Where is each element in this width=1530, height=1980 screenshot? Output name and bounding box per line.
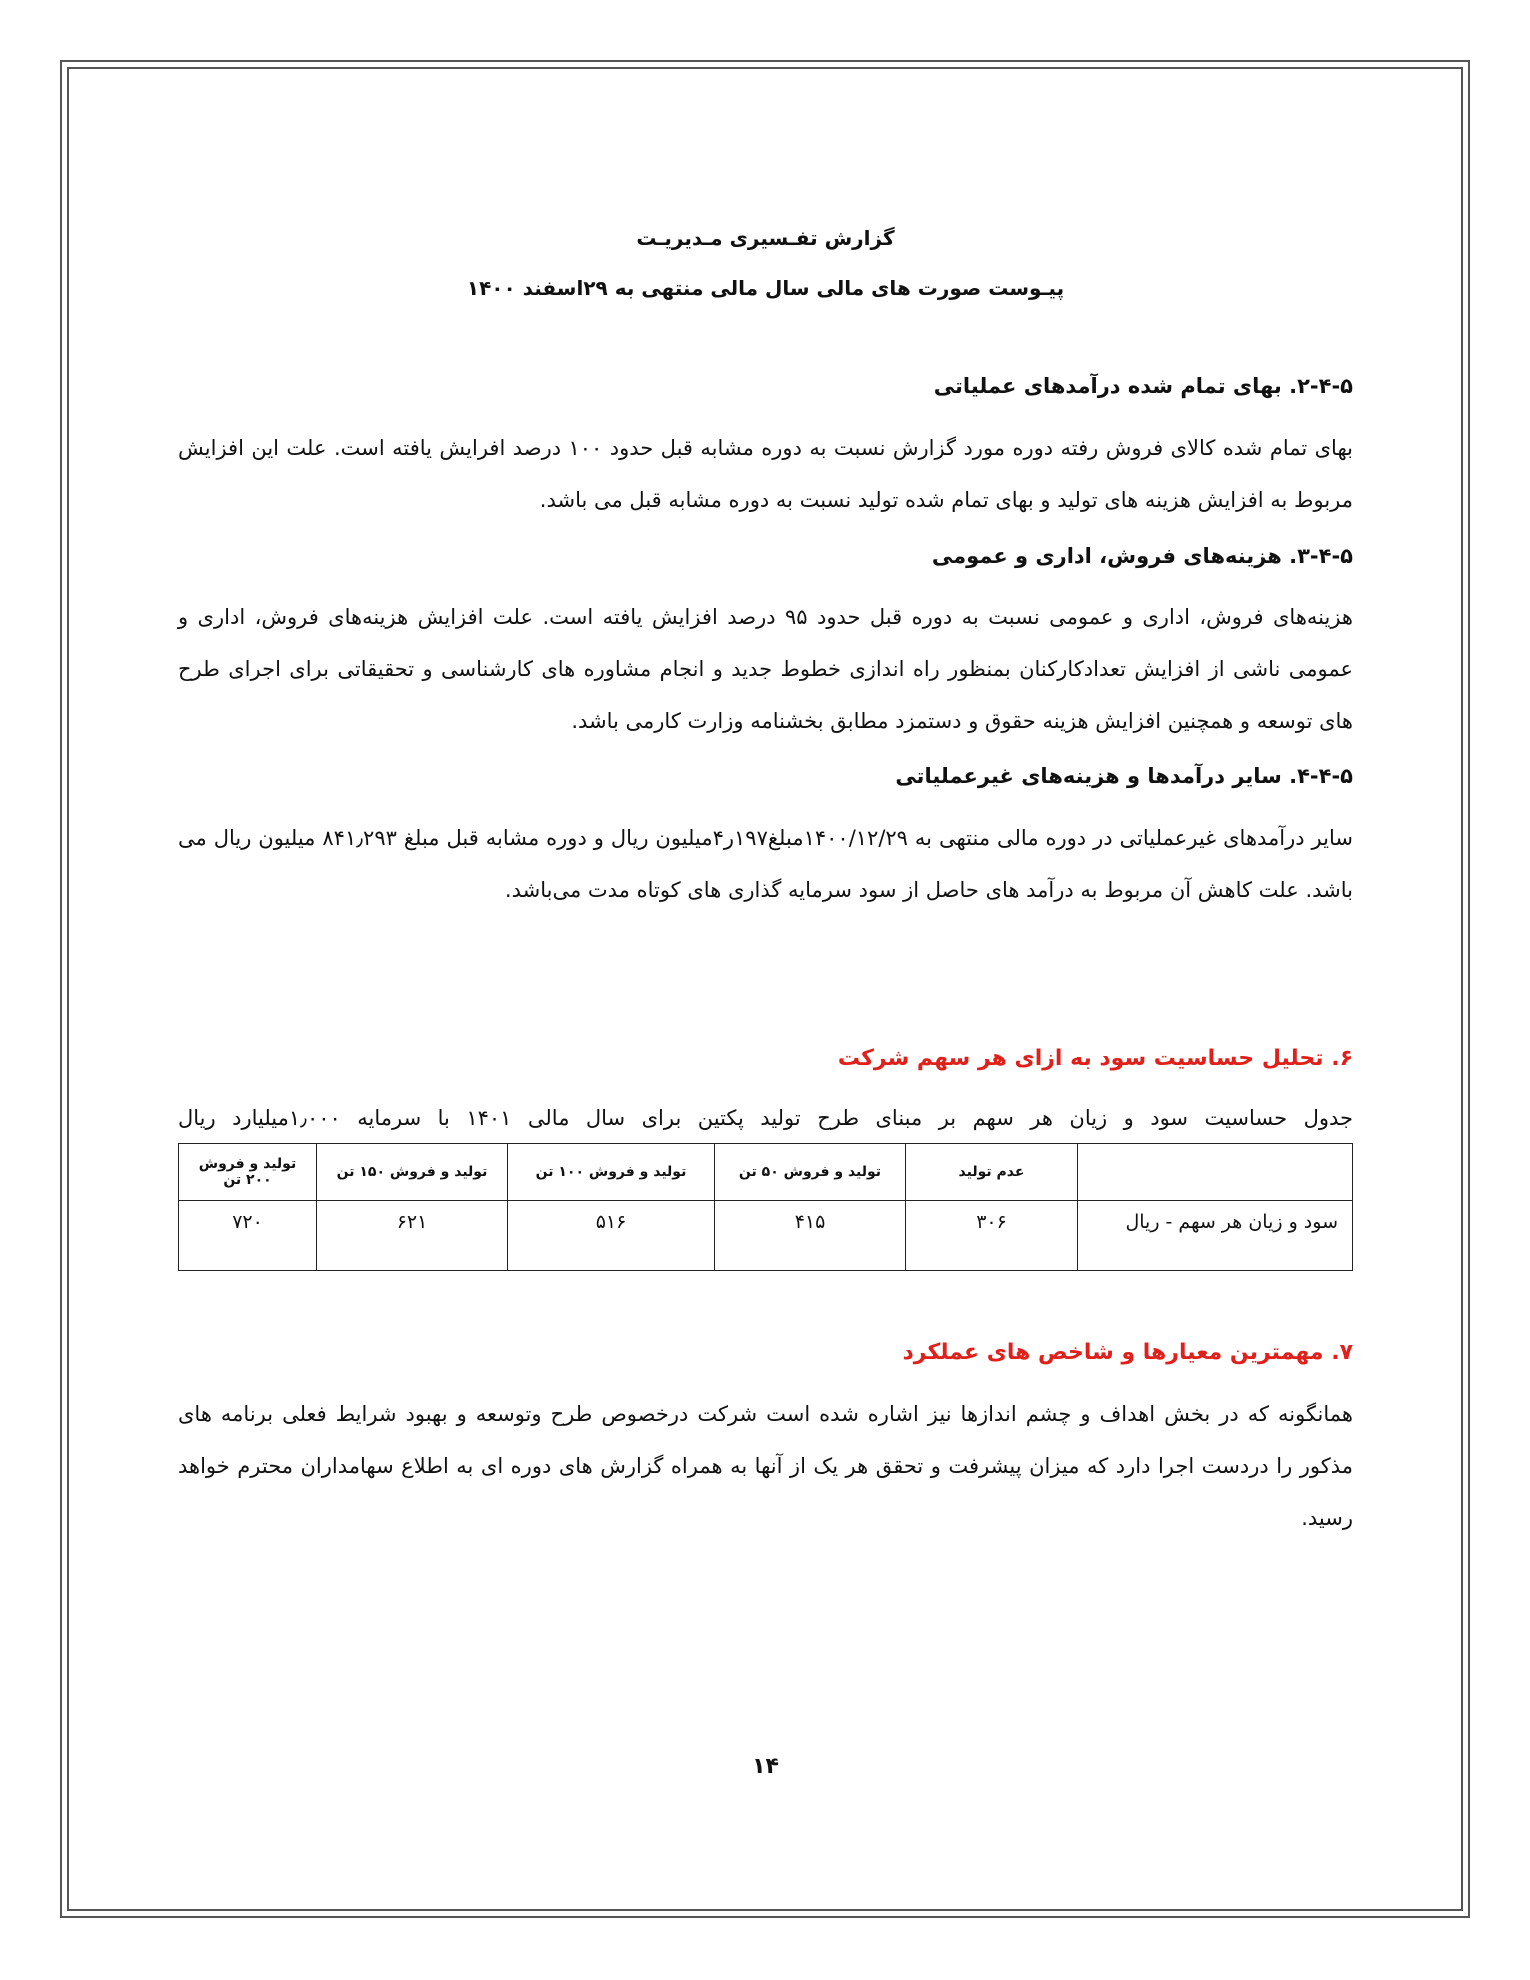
table-header-cell: تولید و فروش ۵۰ تن (715, 1144, 906, 1201)
table-header-cell: تولید و فروش ۲۰۰ تن (179, 1144, 317, 1201)
table-cell: ۴۱۵ (715, 1201, 906, 1271)
table-header-row (179, 1144, 1353, 1201)
table-cell: ۷۲۰ (179, 1201, 317, 1271)
section-other-income-heading: ۴-۴-۵. سایر درآمدها و هزینه‌های غیرعملیاتی (895, 764, 1353, 788)
report-title: گزارش تفـسیری مـدیریـت (636, 226, 895, 250)
section-expenses-heading: ۳-۴-۵. هزینه‌های فروش، اداری و عمومی (931, 544, 1353, 568)
section-metrics-body: همانگونه که در بخش اهداف و چشم اندازها نیز اشاره شده است شرکت درخصوص طرح وتوسعه و بهبود شرایط فعلی برنامه های مذکور را دردست اجرا دارد که میزان پیشرفت و تحقق هر یک از آنها به همراه گزارش های دوره ای به اطلاع سهامداران محترم خواهد رسید. (178, 1402, 1353, 1530)
section-cost-body: بهای تمام شده کالای فروش رفته دوره مورد گزارش نسبت به دوره مشابه قبل حدود ۱۰۰ درصد افرایش یافته است. علت این افزایش مربوط به افزایش هزینه های تولید و بهای تمام شده تولید نسبت به دوره مشابه قبل می باشد. (178, 436, 1353, 512)
table-header-cell: تولید و فروش ۱۵۰ تن (317, 1144, 508, 1201)
table-row (179, 1201, 1353, 1271)
section-other-income-body: سایر درآمدهای غیرعملیاتی در دوره مالی منتهی به ۱۴۰۰/۱۲/۲۹مبلغ۱۹۷ر۴میلیون ریال و دوره مشابه قبل مبلغ ۸۴۱٫۲۹۳ میلیون ریال می باشد. علت کاهش آن مربوط به درآمد های حاصل از سود سرمایه گذاری های کوتاه مدت می‌باشد. (178, 826, 1353, 902)
eps-sensitivity-table (178, 1143, 1353, 1271)
table-cell: ۵۱۶ (508, 1201, 715, 1271)
report-subtitle: پیـوست صورت های مالی سال مالی منتهی به ۲۹اسفند ۱۴۰۰ (466, 276, 1065, 300)
section-cost-heading: ۲-۴-۵. بهای تمام شده درآمدهای عملیاتی (933, 374, 1353, 398)
page-number: ۱۴ (752, 1754, 779, 1779)
section-sensitivity-heading: ۶. تحلیل حساسیت سود به ازای هر سهم شرکت (837, 1046, 1353, 1071)
table-header-cell (1078, 1144, 1353, 1201)
table-header-cell: تولید و فروش ۱۰۰ تن (508, 1144, 715, 1201)
section-metrics-heading: ۷. مهمترین معیارها و شاخص های عملکرد (902, 1340, 1353, 1365)
sensitivity-table-caption: جدول حساسیت سود و زیان هر سهم بر مبنای طرح تولید پکتین برای سال مالی ۱۴۰۱ با سرمایه ۱٫۰۰۰میلیارد ریال (178, 1106, 1353, 1130)
table-row-label: سود و زیان هر سهم - ریال (1078, 1201, 1353, 1271)
page-border-inner (67, 67, 1463, 1911)
section-expenses-body: هزینه‌های فروش، اداری و عمومی نسبت به دوره قبل حدود ۹۵ درصد افزایش یافته است. علت افزایش هزینه‌های فروش، اداری و عمومی ناشی از افزایش تعدادکارکنان بمنظور راه اندازی خطوط جدید و انجام مشاوره های کارشناسی و تحقیقاتی برای اجرای طرح های توسعه و همچنین افزایش هزینه حقوق و دستمزد مطابق بخشنامه وزارت کارمی باشد. (178, 605, 1353, 733)
table-header-cell: عدم تولید (906, 1144, 1078, 1201)
table-cell: ۳۰۶ (906, 1201, 1078, 1271)
table-cell: ۶۲۱ (317, 1201, 508, 1271)
